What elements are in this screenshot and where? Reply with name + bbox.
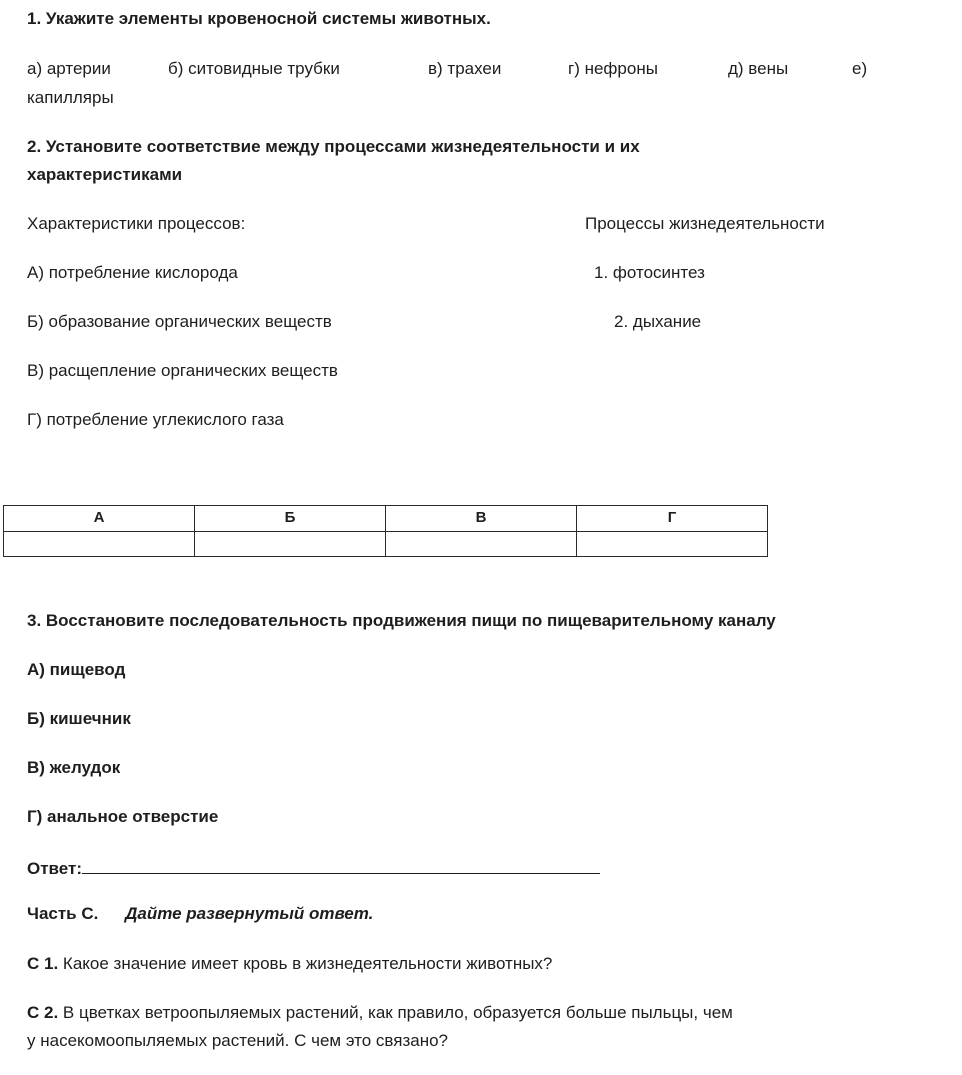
c1-text: Какое значение имеет кровь в жизнедеятельности животных? (58, 954, 553, 973)
q3-answer-label: Ответ: (27, 859, 82, 878)
q2-title-line2: характеристиками (27, 165, 183, 184)
c1-question (27, 953, 552, 975)
q1-option-c: в) трахеи (428, 59, 502, 78)
q1-option-e: д) вены (728, 59, 789, 78)
answer-table-header-b: Б (195, 506, 386, 532)
q1-option-f: е) (852, 59, 868, 78)
q3-title: 3. Восстановите последовательность продвижения пищи по пищеварительному каналу (27, 611, 776, 630)
q3-item-c: В) желудок (27, 758, 121, 777)
q1-option-d: г) нефроны (568, 59, 658, 78)
q3-item-d: Г) анальное отверстие (27, 807, 219, 826)
c2-text-line1: В цветках ветроопыляемых растений, как правило, образуется больше пыльцы, чем (58, 1003, 733, 1022)
q3-item-a: А) пищевод (27, 660, 126, 679)
answer-cell-d[interactable] (577, 531, 768, 557)
q3-answer-row (27, 855, 600, 880)
q2-title-line1: 2. Установите соответствие между процессами жизнедеятельности и их (27, 137, 640, 156)
q3-item-b: Б) кишечник (27, 709, 131, 728)
part-c-label: Часть С. (27, 904, 99, 923)
c1-number: С 1. (27, 954, 59, 973)
c2-number: С 2. (27, 1003, 59, 1022)
q2-characteristic-b: Б) образование органических веществ (27, 312, 332, 331)
answer-cell-b[interactable] (195, 531, 386, 557)
q3-answer-line[interactable] (82, 855, 600, 874)
answer-table-header-c: В (386, 506, 577, 532)
q2-characteristic-d: Г) потребление углекислого газа (27, 410, 284, 429)
answer-table-input-row (4, 531, 768, 557)
c2-question-line1 (27, 1002, 733, 1024)
answer-table-header-row (4, 506, 768, 532)
q2-process-1: 1. фотосинтез (594, 263, 705, 282)
answer-table-header-d: Г (577, 506, 768, 532)
q2-characteristic-a: А) потребление кислорода (27, 263, 238, 282)
q2-process-2: 2. дыхание (614, 312, 702, 331)
q1-option-f-wrap: капилляры (27, 88, 114, 107)
q1-option-b: б) ситовидные трубки (168, 59, 340, 78)
part-c-instruction: Дайте развернутый ответ. (125, 904, 374, 923)
q1-option-a: а) артерии (27, 59, 111, 78)
answer-table-header-a: А (4, 506, 195, 532)
q2-answer-table (3, 505, 768, 557)
q2-characteristic-c: В) расщепление органических веществ (27, 361, 338, 380)
q2-right-header: Процессы жизнедеятельности (585, 214, 825, 233)
q2-left-header: Характеристики процессов: (27, 214, 246, 233)
answer-cell-c[interactable] (386, 531, 577, 557)
part-c-header (27, 903, 373, 925)
q1-title: 1. Укажите элементы кровеносной системы животных. (27, 9, 491, 28)
answer-cell-a[interactable] (4, 531, 195, 557)
c2-text-line2: у насекомоопыляемых растений. С чем это связано? (27, 1031, 449, 1050)
